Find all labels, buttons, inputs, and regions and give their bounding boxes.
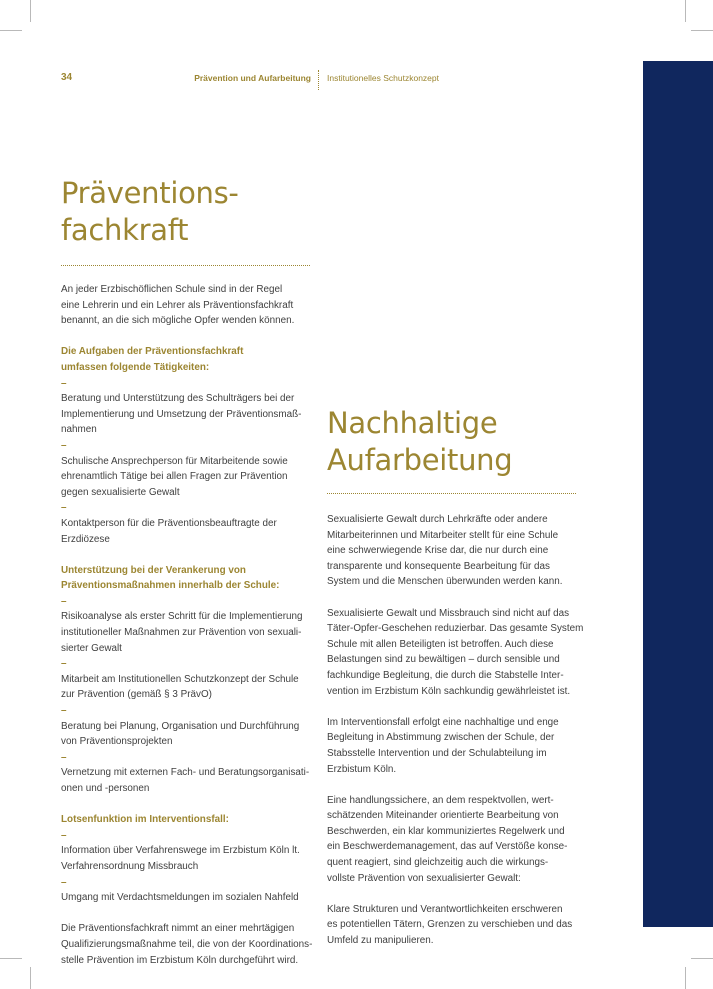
text-line: stelle Prävention im Erzbistum Köln durchgeführt wird. [61, 954, 299, 966]
list-heading: umfassen folgende Tätigkeiten: [61, 361, 210, 373]
list-item: Mitarbeit am Institutionellen Schutzkonzept der Schule [61, 673, 299, 685]
list-heading: Unterstützung bei der Verankerung von [61, 564, 246, 576]
text-line: System und die Menschen überwunden werden kann. [327, 576, 563, 588]
list-dash: – [61, 829, 67, 841]
list-item: Beratung und Unterstützung des Schulträgers bei der [61, 393, 295, 405]
list-item: gegen sexualisierte Gewalt [61, 486, 180, 498]
text-line: Umfeld zu manipulieren. [327, 935, 434, 947]
text-line: benannt, an die sich mögliche Opfer wenden können. [61, 315, 295, 327]
list-item: Kontaktperson für die Präventionsbeauftragte der [61, 517, 277, 529]
text-line: Die Präventionsfachkraft nimmt an einer mehrtägigen [61, 923, 295, 935]
list-heading: Präventionsmaßnahmen innerhalb der Schule: [61, 580, 280, 592]
text-line: schätzenden Miteinander orientierte Bearbeitung von [327, 810, 559, 822]
body-paragraph [327, 606, 589, 700]
text-line: Eine handlungssichere, an dem respektvollen, wert- [327, 794, 554, 806]
left-title [61, 175, 239, 249]
sidebar-color-band [643, 61, 713, 927]
left-column [61, 282, 319, 984]
list-heading: Lotsenfunktion im Interventionsfall: [61, 814, 229, 826]
list-item: Schulische Ansprechperson für Mitarbeitende sowie [61, 455, 288, 467]
list-item: Erzdiözese [61, 533, 110, 545]
list-dash: – [61, 377, 67, 389]
support-list [61, 563, 319, 797]
list-item: Implementierung und Umsetzung der Präventionsmaß- [61, 408, 302, 420]
list-dash: – [61, 502, 67, 514]
list-dash: – [61, 876, 67, 888]
list-item: Beratung bei Planung, Organisation und Durchführung [61, 720, 300, 732]
crop-mark [30, 967, 31, 989]
text-line: Erzbistum Köln. [327, 763, 397, 775]
text-line: An jeder Erzbischöflichen Schule sind in der Regel [61, 284, 283, 295]
crop-mark [685, 967, 686, 989]
list-item: institutioneller Maßnahmen zur Prävention von sexuali- [61, 627, 302, 639]
list-item: Verfahrensordnung Missbrauch [61, 860, 199, 872]
title-rule [61, 265, 310, 266]
list-item: Risikoanalyse als erster Schritt für die Implementierung [61, 611, 303, 623]
text-line: Beschwerden, ein klar kommuniziertes Regelwerk und [327, 825, 565, 837]
title-line: fachkraft [61, 213, 189, 247]
list-dash: – [61, 595, 67, 607]
list-dash: – [61, 705, 67, 717]
text-line: vention im Erzbistum Köln sachkundig gewährleistet ist. [327, 685, 571, 697]
list-item: onen und -personen [61, 783, 150, 794]
list-item: zur Prävention (gemäß § 3 PrävO) [61, 689, 212, 701]
text-line: quent reagiert, sind gleichzeitig auch die wirkungs- [327, 857, 549, 869]
right-title [327, 405, 512, 479]
list-item: sierter Gewalt [61, 642, 122, 654]
text-line: Stabsstelle Intervention und der Schulabteilung im [327, 747, 547, 759]
header-divider [318, 70, 319, 90]
text-line: Sexualisierte Gewalt und Missbrauch sind nicht auf das [327, 607, 570, 619]
text-line: Im Interventionsfall erfolgt eine nachhaltige und enge [327, 716, 559, 728]
title-rule [327, 493, 576, 494]
body-paragraph [327, 715, 589, 777]
list-dash: – [61, 439, 67, 451]
body-paragraph [327, 512, 589, 590]
crop-mark [0, 958, 22, 959]
text-line: es potentiellen Tätern, Grenzen zu verschieben und das [327, 919, 573, 931]
text-line: Qualifizierungsmaßnahme teil, die von der Koordinations- [61, 938, 313, 950]
list-item: Vernetzung mit externen Fach- und Beratungsorganisati- [61, 767, 310, 779]
crop-mark [0, 30, 22, 31]
text-line: ein Beschwerdemanagement, das auf Verstöße konse- [327, 841, 568, 853]
right-column [327, 512, 589, 964]
closing-paragraph [61, 921, 319, 968]
list-dash: – [61, 751, 67, 763]
crop-mark [685, 0, 686, 22]
text-line: eine Lehrerin und ein Lehrer als Präventionsfachkraft [61, 299, 294, 311]
pilot-list [61, 812, 319, 906]
body-paragraph [327, 793, 589, 887]
text-line: Schule mit allen Beteiligten ist betroffen. Auch diese [327, 638, 554, 650]
crop-mark [691, 30, 713, 31]
text-line: Begleitung in Abstimmung zwischen der Schule, der [327, 732, 555, 744]
text-line: vollste Prävention von sexualisierter Gewalt: [327, 872, 521, 884]
crop-mark [30, 0, 31, 22]
section-name: Prävention und Aufarbeitung [194, 73, 311, 83]
text-line: Mitarbeiterinnen und Mitarbeiter stellt für eine Schule [327, 529, 559, 541]
list-item: von Präventionsprojekten [61, 736, 173, 748]
document-name: Institutionelles Schutzkonzept [327, 73, 439, 83]
list-item: nahmen [61, 424, 97, 436]
text-line: Belastungen sind zu bewältigen – durch sensible und [327, 654, 560, 666]
title-line: Präventions- [61, 176, 239, 210]
list-dash: – [61, 658, 67, 670]
title-line: Aufarbeitung [327, 443, 513, 477]
tasks-list [61, 344, 319, 547]
text-line: Sexualisierte Gewalt durch Lehrkräfte oder andere [327, 514, 548, 525]
running-header [0, 72, 640, 86]
crop-mark [691, 958, 713, 959]
body-paragraph [327, 902, 589, 949]
list-item: Umgang mit Verdachtsmeldungen im sozialen Nahfeld [61, 892, 299, 904]
text-line: transparente und konsequente Bearbeitung für das [327, 560, 550, 572]
title-line: Nachhaltige [327, 406, 498, 440]
text-line: fachkundige Begleitung, die durch die Stabstelle Inter- [327, 669, 564, 681]
list-heading: Die Aufgaben der Präventionsfachkraft [61, 346, 244, 358]
intro-paragraph [61, 282, 319, 329]
list-item: ehrenamtlich Tätige bei allen Fragen zur Prävention [61, 471, 288, 483]
text-line: Klare Strukturen und Verantwortlichkeiten erschweren [327, 903, 563, 915]
text-line: eine schwerwiegende Krise dar, die nur durch eine [327, 545, 549, 557]
list-item: Information über Verfahrenswege im Erzbistum Köln lt. [61, 845, 300, 857]
page-number: 34 [61, 72, 73, 83]
text-line: Täter-Opfer-Geschehen reduzierbar. Das gesamte System [327, 623, 584, 635]
